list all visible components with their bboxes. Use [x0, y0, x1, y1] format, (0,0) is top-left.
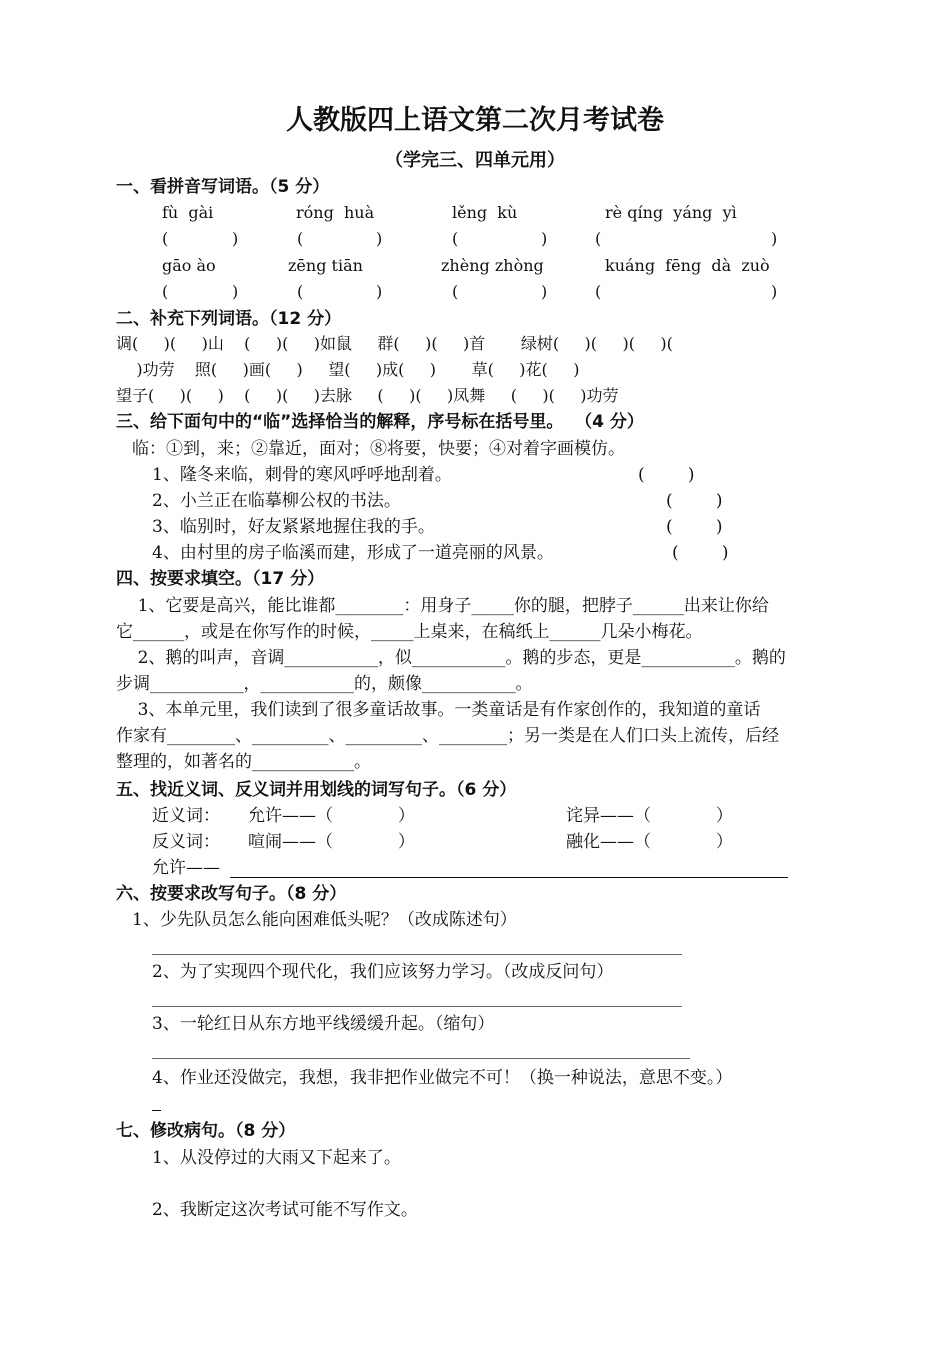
fill-line-7: 整理的，如著名的____________。	[116, 752, 371, 772]
answer-box-close: )	[771, 229, 778, 248]
answer-line	[230, 877, 788, 878]
pinyin-3: lěng kù	[452, 203, 518, 222]
idiom-line-2: )功劳 照( )画( ) 望( )成( ) 草( )花( )	[116, 360, 580, 379]
answer-box-open: (	[297, 282, 304, 301]
answer-box-close: )	[771, 282, 778, 301]
section-2-heading: 二、补充下列词语。（12 分）	[116, 309, 342, 329]
question-item: 2、小兰正在临摹柳公权的书法。	[152, 491, 401, 511]
answer-box-close: )	[376, 229, 383, 248]
section-6-heading: 六、按要求改写句子。（8 分）	[116, 884, 347, 904]
answer-box-open: (	[297, 229, 304, 248]
answer-line	[152, 1058, 690, 1059]
answer-bracket: ( )	[638, 465, 695, 485]
pinyin-1: fù gài	[162, 203, 214, 222]
rewrite-item: 4、作业还没做完，我想，我非把作业做完不可！（换一种说法，意思不变。）	[152, 1068, 733, 1088]
idiom-line-1: 调( )( )山 ( )( )如鼠 群( )( )首 绿树( )( )( )(	[116, 334, 673, 353]
pinyin-5: gāo ào	[162, 256, 216, 275]
rewrite-item: 3、一轮红日从东方地平线缓缓升起。（缩句）	[152, 1014, 495, 1034]
answer-line	[152, 1110, 161, 1111]
fill-line-4: 步调___________，___________的，颇像___________。	[116, 674, 533, 694]
pinyin-4: rè qíng yáng yì	[605, 203, 737, 222]
pinyin-7: zhèng zhòng	[441, 256, 544, 275]
answer-line	[152, 954, 682, 955]
answer-bracket: ( )	[672, 543, 729, 563]
fill-line-6: 作家有________、_________、_________、________；另一类是在人们口头上流传，后经	[116, 726, 779, 746]
antonym-label: 反义词：	[152, 832, 220, 852]
pinyin-6: zēng tiān	[288, 256, 363, 275]
rewrite-item: 1、少先队员怎么能向困难低头呢？（改成陈述句）	[132, 910, 517, 930]
answer-box-open: (	[162, 282, 169, 301]
correction-item: 2、我断定这次考试可能不写作文。	[152, 1200, 418, 1220]
answer-box-open: (	[595, 229, 602, 248]
correction-item: 1、从没停过的大雨又下起来了。	[152, 1148, 401, 1168]
section-7-heading: 七、修改病句。（8 分）	[116, 1121, 296, 1141]
synonym-item: 诧异——（ ）	[566, 806, 733, 826]
answer-box-open: (	[452, 229, 459, 248]
answer-box-open: (	[452, 282, 459, 301]
rewrite-item: 2、为了实现四个现代化，我们应该努力学习。（改成反问句）	[152, 962, 614, 982]
fill-line-5: 3、本单元里，我们读到了很多童话故事。一类童话是有作家创作的，我知道的童话	[116, 700, 761, 720]
answer-box-open: (	[595, 282, 602, 301]
page-title: 人教版四上语文第二次月考试卷	[286, 105, 664, 136]
section-3-heading: 三、给下面句中的“临”选择恰当的解释，序号标在括号里。 （4 分）	[116, 412, 644, 432]
answer-box-close: )	[232, 229, 239, 248]
synonym-label: 近义词：	[152, 806, 220, 826]
section-1-heading: 一、看拼音写词语。（5 分）	[116, 177, 330, 197]
answer-box-close: )	[541, 229, 548, 248]
question-item: 3、临别时，好友紧紧地握住我的手。	[152, 517, 435, 537]
question-item: 1、隆冬来临，刺骨的寒风呼呼地刮着。	[152, 465, 452, 485]
pinyin-2: róng huà	[296, 203, 375, 222]
synonym-item: 允许——（ ）	[248, 806, 415, 826]
answer-box-close: )	[232, 282, 239, 301]
idiom-line-3: 望子( )( ) ( )( )去脉 ( )( )凤舞 ( )( )功劳	[116, 386, 619, 405]
answer-box-open: (	[162, 229, 169, 248]
answer-bracket: ( )	[666, 517, 723, 537]
definition-list: 临：①到，来；②靠近，面对；⑧将要，快要；④对着字画模仿。	[132, 439, 625, 459]
answer-line	[152, 1006, 682, 1007]
answer-box-close: )	[541, 282, 548, 301]
sentence-prompt: 允许——	[152, 858, 220, 878]
fill-line-3: 2、鹅的叫声，音调___________，似___________。鹅的步态，更是___________。鹅的	[116, 648, 786, 668]
pinyin-8: kuáng fēng dà zuò	[605, 256, 770, 275]
antonym-item: 融化——（ ）	[566, 832, 733, 852]
fill-line-2: 它______，或是在你写作的时候，_____上桌来，在稿纸上______几朵小梅花。	[116, 622, 703, 642]
section-5-heading: 五、找近义词、反义词并用划线的词写句子。（6 分）	[116, 780, 517, 800]
antonym-item: 喧闹——（ ）	[248, 832, 415, 852]
answer-bracket: ( )	[666, 491, 723, 511]
answer-box-close: )	[376, 282, 383, 301]
page-subtitle: （学完三、四单元用）	[385, 150, 565, 171]
section-4-heading: 四、按要求填空。（17 分）	[116, 569, 325, 589]
question-item: 4、由村里的房子临溪而建，形成了一道亮丽的风景。	[152, 543, 554, 563]
fill-line-1: 1、它要是高兴，能比谁都________：用身子_____你的腿，把脖子______出来让你给	[116, 596, 769, 616]
